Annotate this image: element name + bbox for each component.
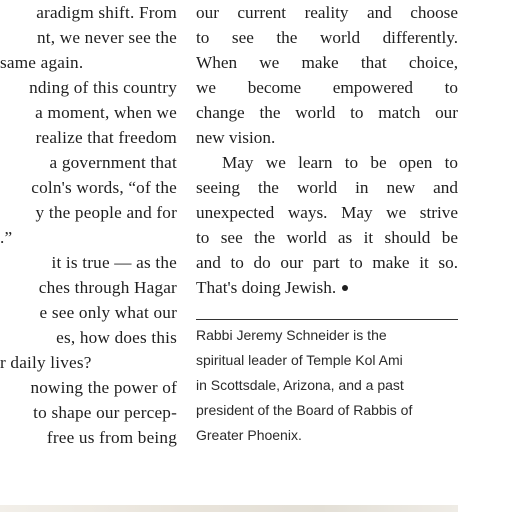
right-line-last (196, 275, 458, 300)
left-line: nowing the power of (30, 378, 177, 397)
right-line: our current reality and choose (196, 3, 458, 22)
bio-line: Rabbi Jeremy Schneider is the (196, 327, 387, 343)
author-bio (196, 323, 458, 448)
photo-edge (0, 505, 458, 512)
left-line: es, how does this (56, 328, 177, 347)
left-line: .” (0, 228, 13, 247)
left-line: to shape our percep- (33, 403, 177, 422)
bio-line: spiritual leader of Temple Kol Ami (196, 352, 403, 368)
left-line: aradigm shift. From (36, 3, 177, 22)
bio-divider (196, 319, 458, 320)
right-line: When we make that choice, (196, 53, 458, 72)
left-line: y the people and for (35, 203, 177, 222)
paragraph-2 (196, 150, 458, 300)
right-line: new vision. (196, 128, 276, 147)
right-line: to see the world differently. (196, 28, 458, 47)
left-line: coln's words, “of the (31, 178, 177, 197)
end-mark-icon (342, 285, 348, 291)
left-column (0, 0, 177, 450)
left-line: same again. (0, 53, 84, 72)
bio-line: in Scottsdale, Arizona, and a past (196, 377, 404, 393)
left-line: ches through Hagar (38, 278, 177, 297)
right-line: and to do our part to make it so. (196, 253, 458, 272)
right-line: unexpected ways. May we strive (196, 203, 458, 222)
left-line: r daily lives? (0, 353, 92, 372)
bio-line: president of the Board of Rabbis of (196, 402, 413, 418)
left-line: e see only what our (39, 303, 177, 322)
left-line: a government that (49, 153, 177, 172)
left-line: nt, we never see the (36, 28, 177, 47)
right-line: change the world to match our (196, 103, 458, 122)
left-line: free us from being (46, 428, 177, 447)
right-line: to see the world as it should be (196, 228, 458, 247)
left-line: realize that freedom (35, 128, 177, 147)
closing-sentence: That's doing Jewish. (196, 278, 337, 297)
left-line: it is true — as the (51, 253, 177, 272)
right-line: we become empowered to (196, 78, 458, 97)
paragraph-1 (196, 0, 458, 150)
left-line: a moment, when we (35, 103, 177, 122)
right-column (196, 0, 458, 300)
right-line: May we learn to be open to (222, 153, 458, 172)
right-line: seeing the world in new and (196, 178, 458, 197)
bio-line: Greater Phoenix. (196, 427, 302, 443)
left-line: nding of this country (29, 78, 177, 97)
